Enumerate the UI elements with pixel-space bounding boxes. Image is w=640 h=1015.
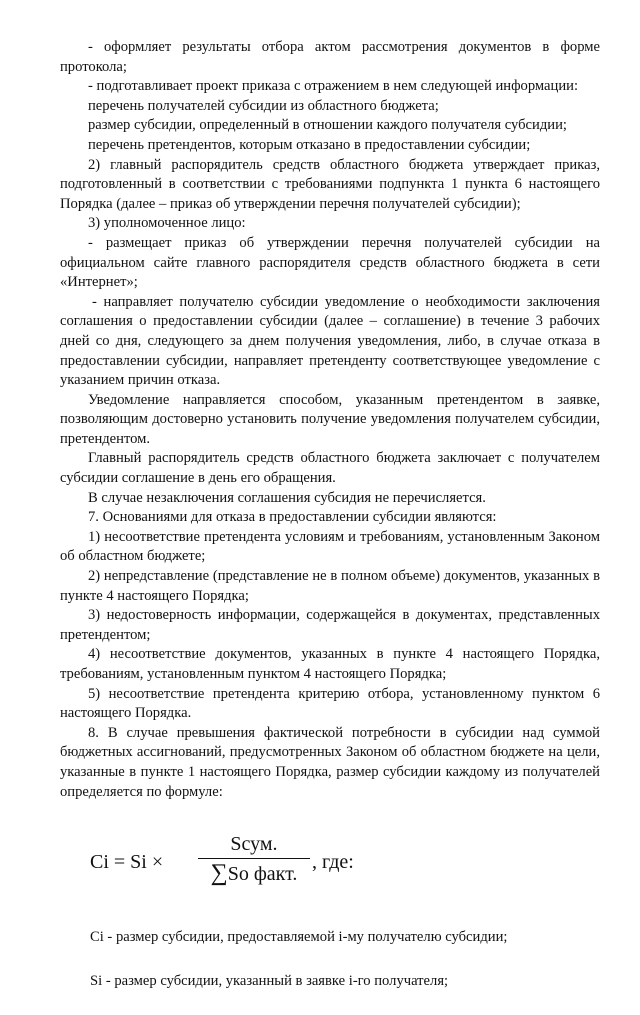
paragraph: 8. В случае превышения фактической потребности в субсидии над суммой бюджетных ассигнований, предусмотренных Законом об областном бюджете на цели, указанные в пункте 1 настоящего Порядка, размер субсидии каждому из получателей определяется по формуле: [60,724,600,800]
paragraph: 1) несоответствие претендента условиям и требованиям, установленным Законом об областном бюджете; [60,528,600,565]
paragraph: В случае незаключения соглашения субсидия не перечисляется. [88,489,486,506]
document-page [60,38,600,1015]
formula-fraction [198,832,310,886]
paragraph: 2) непредставление (представление не в полном объеме) документов, указанных в пункте 4 настоящего Порядка; [60,568,600,604]
paragraph: - подготавливает проект приказа с отражением в нем следующей информации: [88,78,578,95]
paragraph: размер субсидии, определенный в отношении каждого получателя субсидии; [88,117,567,134]
paragraph: 5) несоответствие претендента критерию отбора, установленному пунктом 6 настоящего Порядка. [60,685,600,722]
formula-definition: Si - размер субсидии, указанный в заявке i-го получателя; [90,972,449,989]
paragraph: перечень претендентов, которым отказано в предоставлении субсидии; [88,136,531,153]
paragraph: 4) несоответствие документов, указанных в пункте 4 настоящего Порядка, требованиям, установленным пунктом 4 настоящего Порядка; [60,646,600,682]
document-body [60,38,600,802]
formula-definition: Ci - размер субсидии, предоставляемой i-му получателю субсидии; [90,929,508,946]
subsidy-formula [90,832,600,902]
formula-denominator [198,859,310,886]
paragraph: 7. Основаниями для отказа в предоставлении субсидии являются: [88,509,497,526]
formula-definitions [60,928,600,991]
formula-numerator: Sсум. [198,832,310,859]
paragraph: 2) главный распорядитель средств областного бюджета утверждает приказ, подготовленный в соответствии с требованиями подпункта 1 пункта 6 настоящего Порядка (далее – приказ об утверждении перечня получателей субсидии); [60,156,600,212]
paragraph: Главный распорядитель средств областного бюджета заключает с получателем субсидии соглашение в день его обращения. [60,450,600,487]
paragraph: Уведомление направляется способом, указанным претендентом в заявке, позволяющим достоверно установить получение уведомления получателем субсидии, претендентом. [60,391,600,447]
paragraph: перечень получателей субсидии из областного бюджета; [88,97,439,114]
formula-tail: , где: [312,851,354,874]
paragraph: - оформляет результаты отбора актом рассмотрения документов в форме протокола; [60,39,600,75]
paragraph: 3) уполномоченное лицо: [88,215,246,232]
paragraph: 3) недостоверность информации, содержащейся в документах, представленных претендентом; [60,607,600,643]
sum-sign: ∑ [210,860,228,887]
paragraph: - размещает приказ об утверждении перечня получателей субсидии на официальном сайте главного распорядителя средств областного бюджета в сети «Интернет»; [60,234,600,291]
formula-lhs: Ci = Si × [90,851,164,874]
paragraph: - направляет получателю субсидии уведомление о необходимости заключения соглашения о предоставлении субсидии (далее – соглашение) в течение 3 рабочих дней со дня, следующего за днем получения уведомления, либо, в случае отказа в предоставлении субсидии, направляет претенденту соответствующее уведомление с указанием причин отказа. [60,293,600,389]
formula-denominator-text: So факт. [227,863,298,886]
